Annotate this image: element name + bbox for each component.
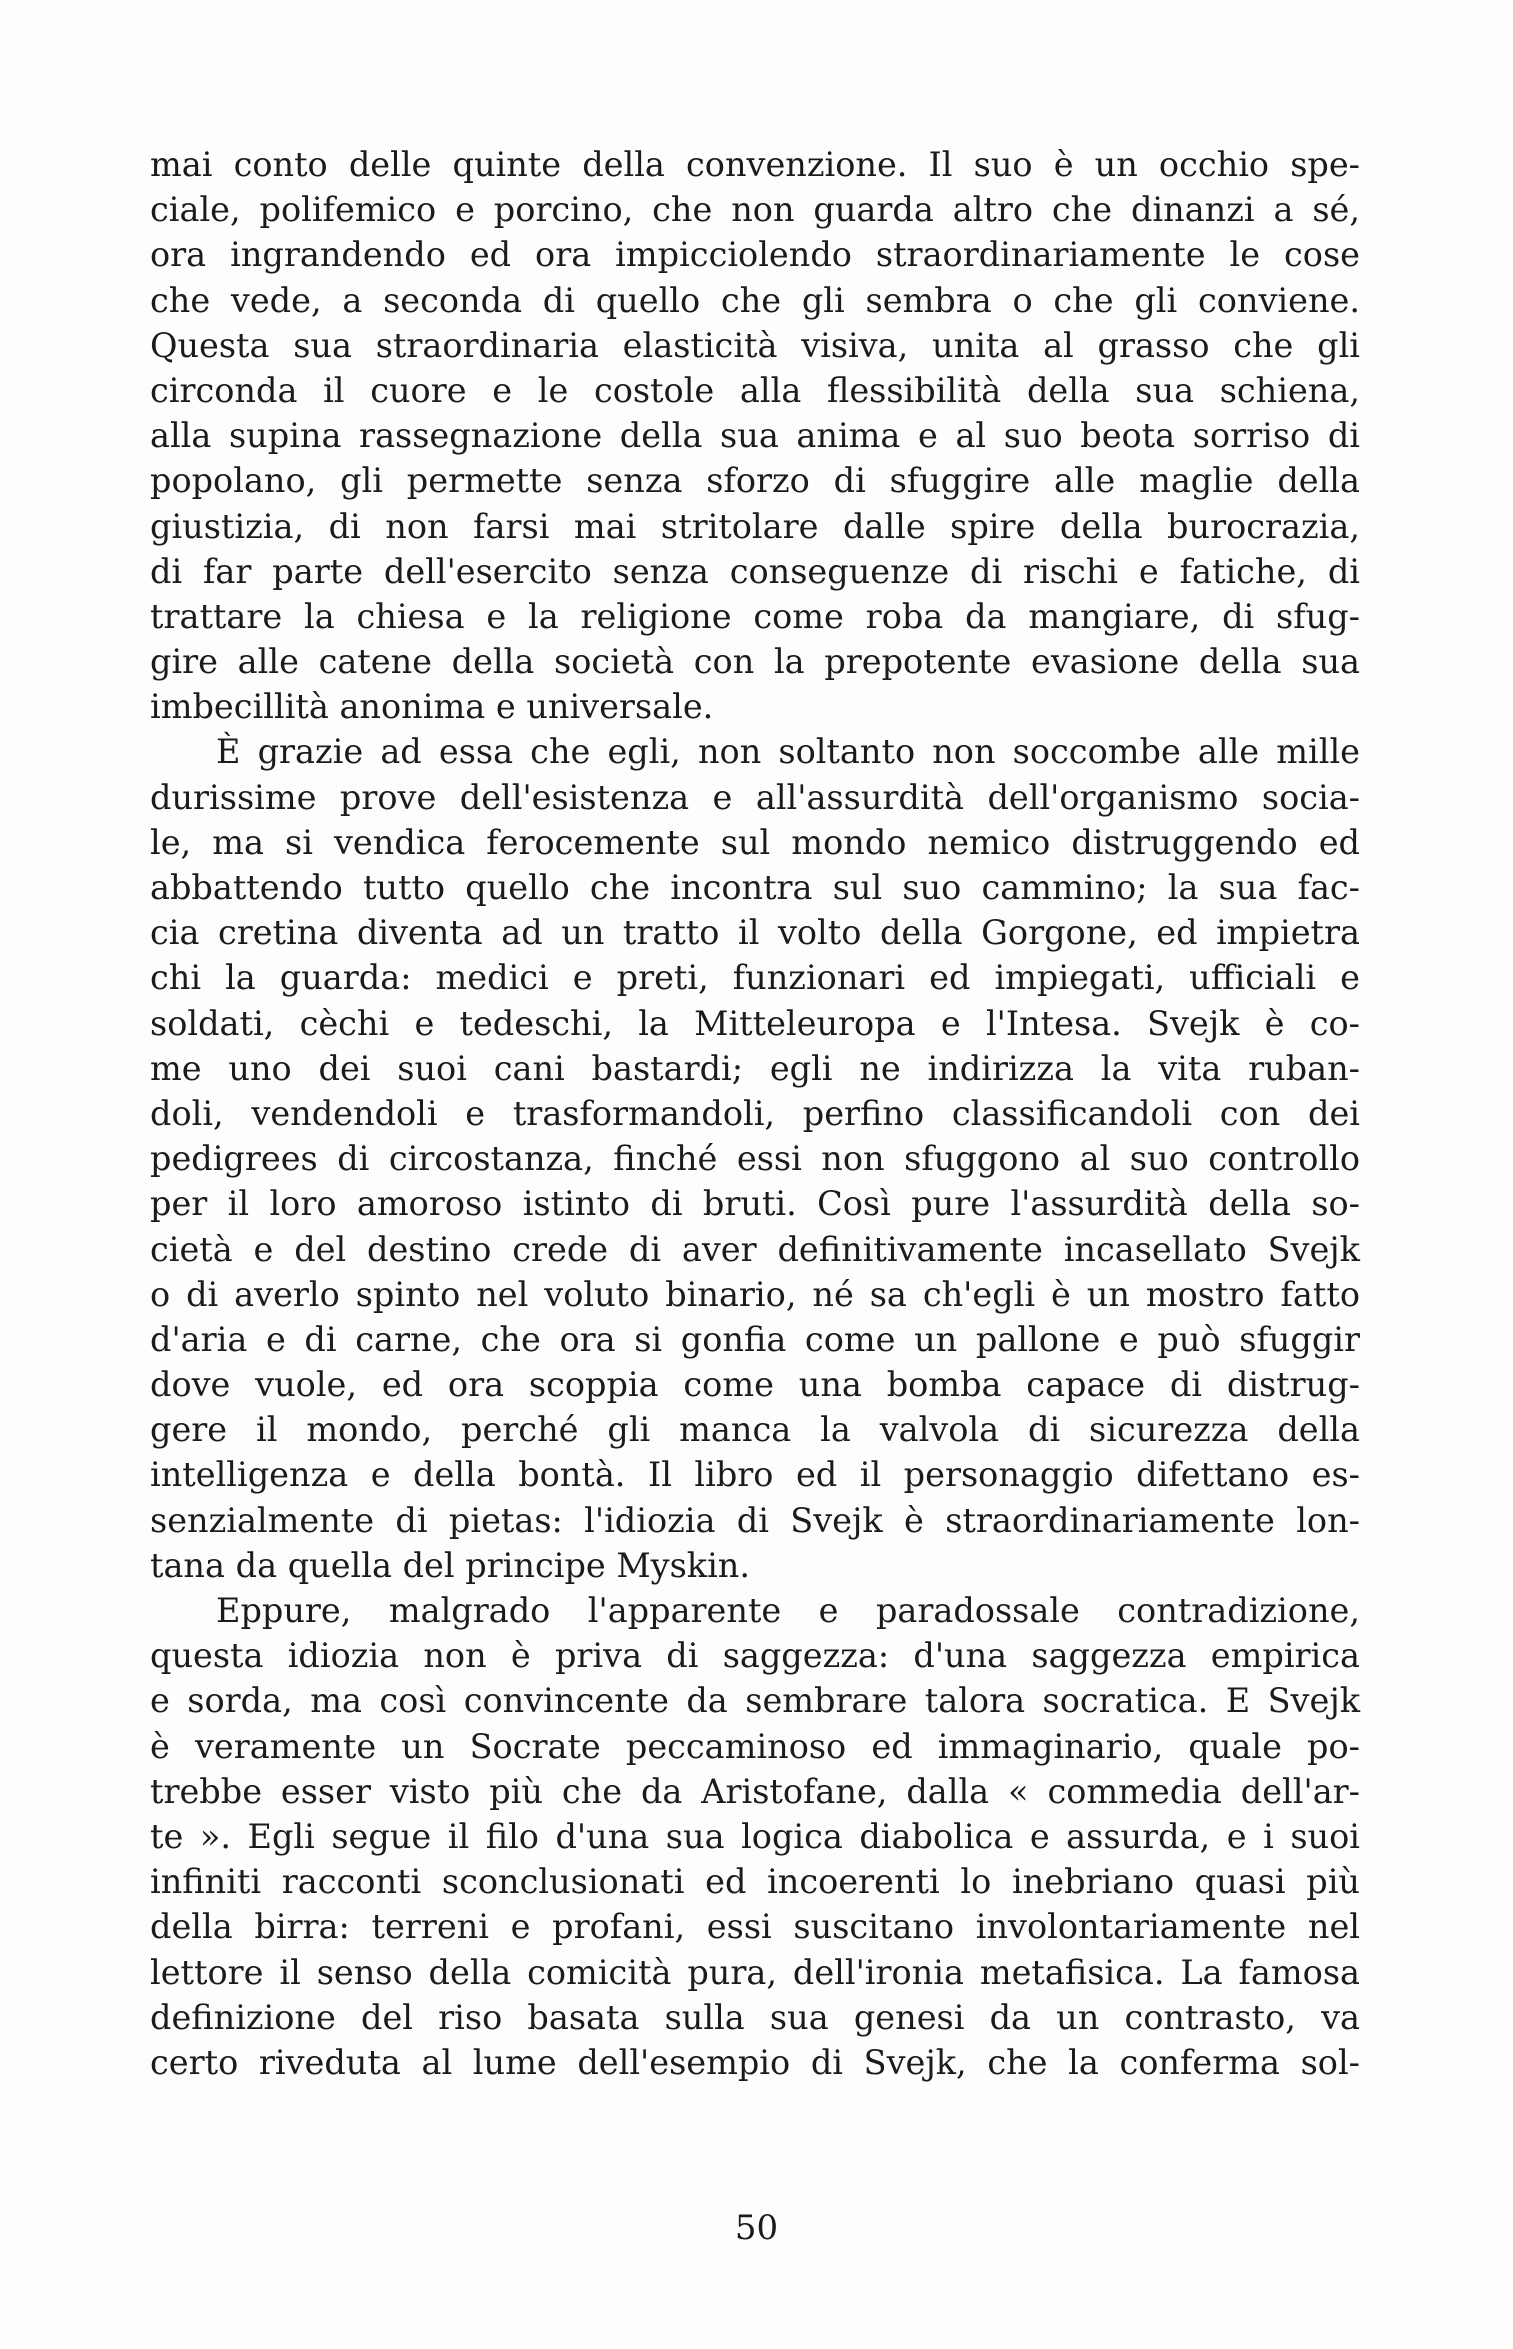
- text-line: imbecillità anonima e universale.: [150, 687, 714, 727]
- text-line: alla supina rassegnazione della sua anima e al suo beota sorriso di: [150, 416, 1360, 456]
- text-line: abbattendo tutto quello che incontra sul suo cammino; la sua fac-: [150, 868, 1360, 907]
- text-line: le, ma si vendica ferocemente sul mondo nemico distruggendo ed: [150, 822, 1360, 862]
- text-line: te ». Egli segue il filo d'una sua logica diabolica e assurda, e i suoi: [150, 1816, 1360, 1856]
- text-line: Eppure, malgrado l'apparente e paradossale contradizione,: [216, 1591, 1360, 1630]
- paragraph-1: [150, 142, 1360, 729]
- text-line: circonda il cuore e le costole alla flessibilità della sua schiena,: [150, 370, 1360, 410]
- text-line: trattare la chiesa e la religione come roba da mangiare, di sfug-: [150, 596, 1360, 636]
- text-line: tana da quella del principe Myskin.: [150, 1545, 751, 1585]
- text-line: certo riveduta al lume dell'esempio di Svejk, che la conferma sol-: [150, 2042, 1360, 2082]
- text-line: che vede, a seconda di quello che gli sembra o che gli conviene.: [150, 280, 1360, 320]
- text-line: definizione del riso basata sulla sua genesi da un contrasto, va: [150, 1997, 1360, 2037]
- text-line: soldati, cèchi e tedeschi, la Mitteleuropa e l'Intesa. Svejk è co-: [150, 1003, 1360, 1043]
- paragraph-3: [150, 1588, 1360, 2085]
- page-number: 50: [734, 2208, 779, 2248]
- text-line: per il loro amoroso istinto di bruti. Così pure l'assurdità della so-: [150, 1184, 1360, 1224]
- text-line: lettore il senso della comicità pura, dell'ironia metafisica. La famosa: [150, 1952, 1360, 1992]
- text-line: durissime prove dell'esistenza e all'assurdità dell'organismo socia-: [150, 777, 1360, 817]
- text-line: questa idiozia non è priva di saggezza: d'una saggezza empirica: [150, 1636, 1360, 1676]
- text-line: popolano, gli permette senza sforzo di sfuggire alle maglie della: [150, 461, 1360, 501]
- text-line: gere il mondo, perché gli manca la valvola di sicurezza della: [150, 1410, 1360, 1450]
- text-line: e sorda, ma così convincente da sembrare talora socratica. E Svejk: [150, 1681, 1360, 1721]
- text-line: pedigrees di circostanza, finché essi non sfuggono al suo controllo: [150, 1139, 1360, 1179]
- text-line: o di averlo spinto nel voluto binario, né sa ch'egli è un mostro fatto: [150, 1274, 1360, 1314]
- text-line: ora ingrandendo ed ora impicciolendo straordinariamente le cose: [150, 235, 1360, 275]
- text-line: senzialmente di pietas: l'idiozia di Svejk è straordinariamente lon-: [150, 1500, 1360, 1540]
- text-line: È grazie ad essa che egli, non soltanto non soccombe alle mille: [216, 732, 1360, 772]
- text-line: mai conto delle quinte della convenzione. Il suo è un occhio spe-: [150, 145, 1360, 184]
- text-line: Questa sua straordinaria elasticità visiva, unita al grasso che gli: [150, 325, 1360, 365]
- text-line: trebbe esser visto più che da Aristofane, dalla « commedia dell'ar-: [150, 1771, 1360, 1811]
- text-line: d'aria e di carne, che ora si gonfia come un pallone e può sfuggir: [150, 1319, 1360, 1359]
- text-line: doli, vendendoli e trasformandoli, perfino classificandoli con dei: [150, 1093, 1360, 1133]
- text-line: cia cretina diventa ad un tratto il volto della Gorgone, ed impietra: [150, 913, 1360, 953]
- text-line: della birra: terreni e profani, essi suscitano involontariamente nel: [150, 1907, 1360, 1947]
- text-line: intelligenza e della bontà. Il libro ed il personaggio difettano es-: [150, 1455, 1360, 1495]
- text-line: cietà e del destino crede di aver definitivamente incasellato Svejk: [150, 1229, 1360, 1269]
- text-line: giustizia, di non farsi mai stritolare dalle spire della burocrazia,: [150, 506, 1360, 546]
- text-line: ciale, polifemico e porcino, che non guarda altro che dinanzi a sé,: [150, 190, 1360, 230]
- paragraph-2: [150, 729, 1360, 1588]
- body-text: [150, 142, 1360, 2085]
- text-line: è veramente un Socrate peccaminoso ed immaginario, quale po-: [150, 1726, 1360, 1766]
- text-line: gire alle catene della società con la prepotente evasione della sua: [150, 642, 1360, 682]
- text-line: di far parte dell'esercito senza conseguenze di rischi e fatiche, di: [150, 551, 1360, 591]
- text-line: chi la guarda: medici e preti, funzionari ed impiegati, ufficiali e: [150, 958, 1360, 998]
- text-line: infiniti racconti sconclusionati ed incoerenti lo inebriano quasi più: [150, 1862, 1360, 1902]
- text-line: dove vuole, ed ora scoppia come una bomba capace di distrug-: [150, 1365, 1360, 1405]
- text-line: me uno dei suoi cani bastardi; egli ne indirizza la vita ruban-: [150, 1048, 1360, 1088]
